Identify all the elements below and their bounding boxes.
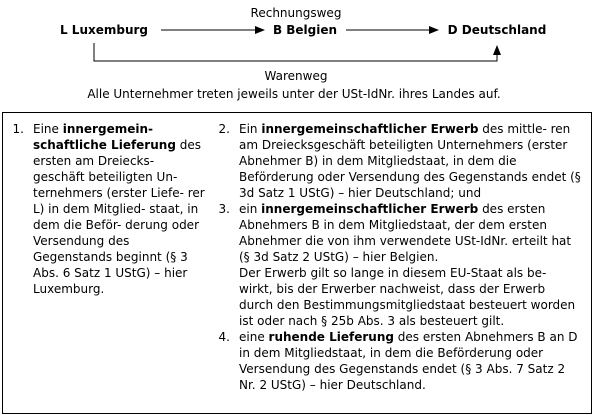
item-content bbox=[230, 201, 582, 329]
node-belgien: B Belgien bbox=[272, 23, 338, 37]
item-note: Der Erwerb gilt so lange in diesem EU-Staat als be- wirkt, bis der Erwerber nachweist, dass der Erwerb durch den Bestimmungsmitgliedstaat besteuert worden ist oder nach § 25b Abs. 3 als besteuert gilt. bbox=[239, 266, 576, 328]
item-text: des mittle- ren am Dreiecksgeschäft beteiligten Unternehmers (erster Abnehmer B) in dem Mitgliedstaat, in dem die Beförderung oder Versendung des Gegenstands endet (§ 3d Satz 1 UStG) – hier Deutschland; und bbox=[239, 122, 581, 200]
item-number: 3. bbox=[218, 202, 230, 216]
list-item-1 bbox=[6, 121, 206, 297]
item-number: 1. bbox=[12, 122, 24, 136]
item-term: innergemeinschaftlicher Erwerb bbox=[261, 122, 479, 136]
left-column bbox=[6, 121, 206, 297]
item-text: des ersten Abnehmers B in dem Mitgliedstaat, der dem ersten Abnehmer die von ihm verwendete USt-IdNr. erteilt hat (§ 3d Satz 2 UStG) – hier Belgien. bbox=[239, 202, 572, 264]
explanation-panel bbox=[2, 112, 592, 414]
list-item-3 bbox=[212, 201, 582, 329]
right-column bbox=[212, 121, 582, 393]
goods-path-line bbox=[94, 43, 497, 61]
item-text: des ersten am Dreiecks- geschäft beteiligten Un- ternehmers (erster Liefe- rer L) in dem Mitglied- staat, in dem die Beför- derung oder Versendung des Gegenstands beginnt (§ 3 Abs. 6 Satz 1 UStG) – hier Luxemburg. bbox=[33, 138, 205, 296]
item-content bbox=[24, 121, 206, 297]
list-item-4 bbox=[212, 329, 582, 393]
item-content bbox=[230, 121, 582, 201]
item-number: 4. bbox=[218, 330, 230, 344]
item-prefix: Ein bbox=[239, 122, 262, 136]
flow-diagram bbox=[0, 0, 594, 112]
item-prefix: Eine bbox=[33, 122, 63, 136]
item-number: 2. bbox=[218, 122, 230, 136]
node-deutschland: D Deutschland bbox=[447, 23, 547, 37]
item-prefix: ein bbox=[239, 202, 262, 216]
item-text: des ersten Abnehmers B an D in dem Mitgliedstaat, in dem die Beförderung oder Versendung des Gegenstands endet (§ 3 Abs. 7 Satz 2 Nr. 2 UStG) – hier Deutschland. bbox=[239, 330, 578, 392]
item-term: innergemein- schaftliche Lieferung bbox=[33, 122, 176, 152]
item-prefix: eine bbox=[239, 330, 269, 344]
item-content bbox=[230, 329, 582, 393]
item-term: ruhende Lieferung bbox=[268, 330, 394, 344]
warenweg-label: Warenweg bbox=[264, 69, 328, 83]
caption-text: Alle Unternehmer treten jeweils unter der USt-IdNr. ihres Landes auf. bbox=[87, 87, 501, 101]
rechnungsweg-label: Rechnungsweg bbox=[250, 6, 342, 20]
list-item-2 bbox=[212, 121, 582, 201]
item-term: innergemeinschaftlicher Erwerb bbox=[261, 202, 479, 216]
node-luxemburg: L Luxemburg bbox=[59, 23, 149, 37]
